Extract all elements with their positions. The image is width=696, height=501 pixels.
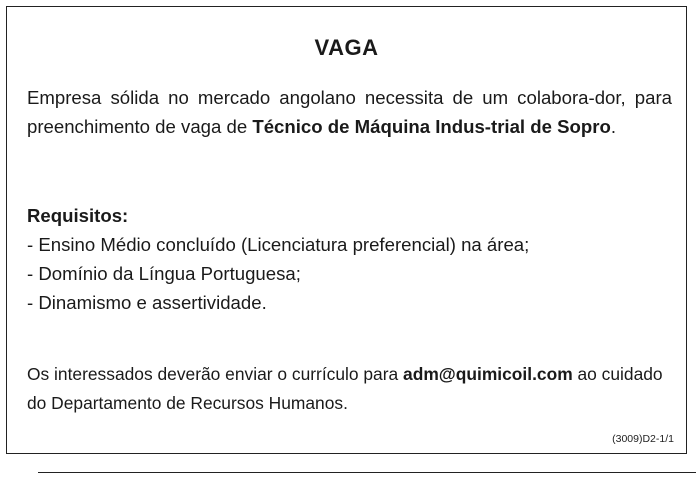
intro-text: Empresa sólida no mercado angolano necessita de um colabora-dor, para preenchimento de vaga de <box>27 87 672 137</box>
contact-email[interactable]: adm@quimicoil.com <box>403 364 573 384</box>
closing-text-end: ao cuidado do Departamento de Recursos Humanos. <box>27 364 663 413</box>
requirement-item: - Domínio da Língua Portuguesa; <box>27 263 301 284</box>
requirements-heading: Requisitos: <box>27 205 129 226</box>
reference-code: (3009)D2-1/1 <box>612 433 674 445</box>
requirement-item: - Ensino Médio concluído (Licenciatura preferencial) na área; <box>27 234 530 255</box>
closing-text: Os interessados deverão enviar o currículo para <box>27 364 404 384</box>
next-ad-border <box>38 472 696 473</box>
position-name: Técnico de Máquina Indus-trial de Sopro <box>252 116 611 137</box>
ad-intro-paragraph <box>27 83 672 141</box>
ad-title: VAGA <box>314 35 379 60</box>
requirement-item: - Dinamismo e assertividade. <box>27 292 267 313</box>
requirements-list <box>27 230 672 317</box>
job-ad-box <box>6 6 687 454</box>
intro-end: . <box>610 116 617 137</box>
ad-closing-paragraph <box>27 360 672 418</box>
